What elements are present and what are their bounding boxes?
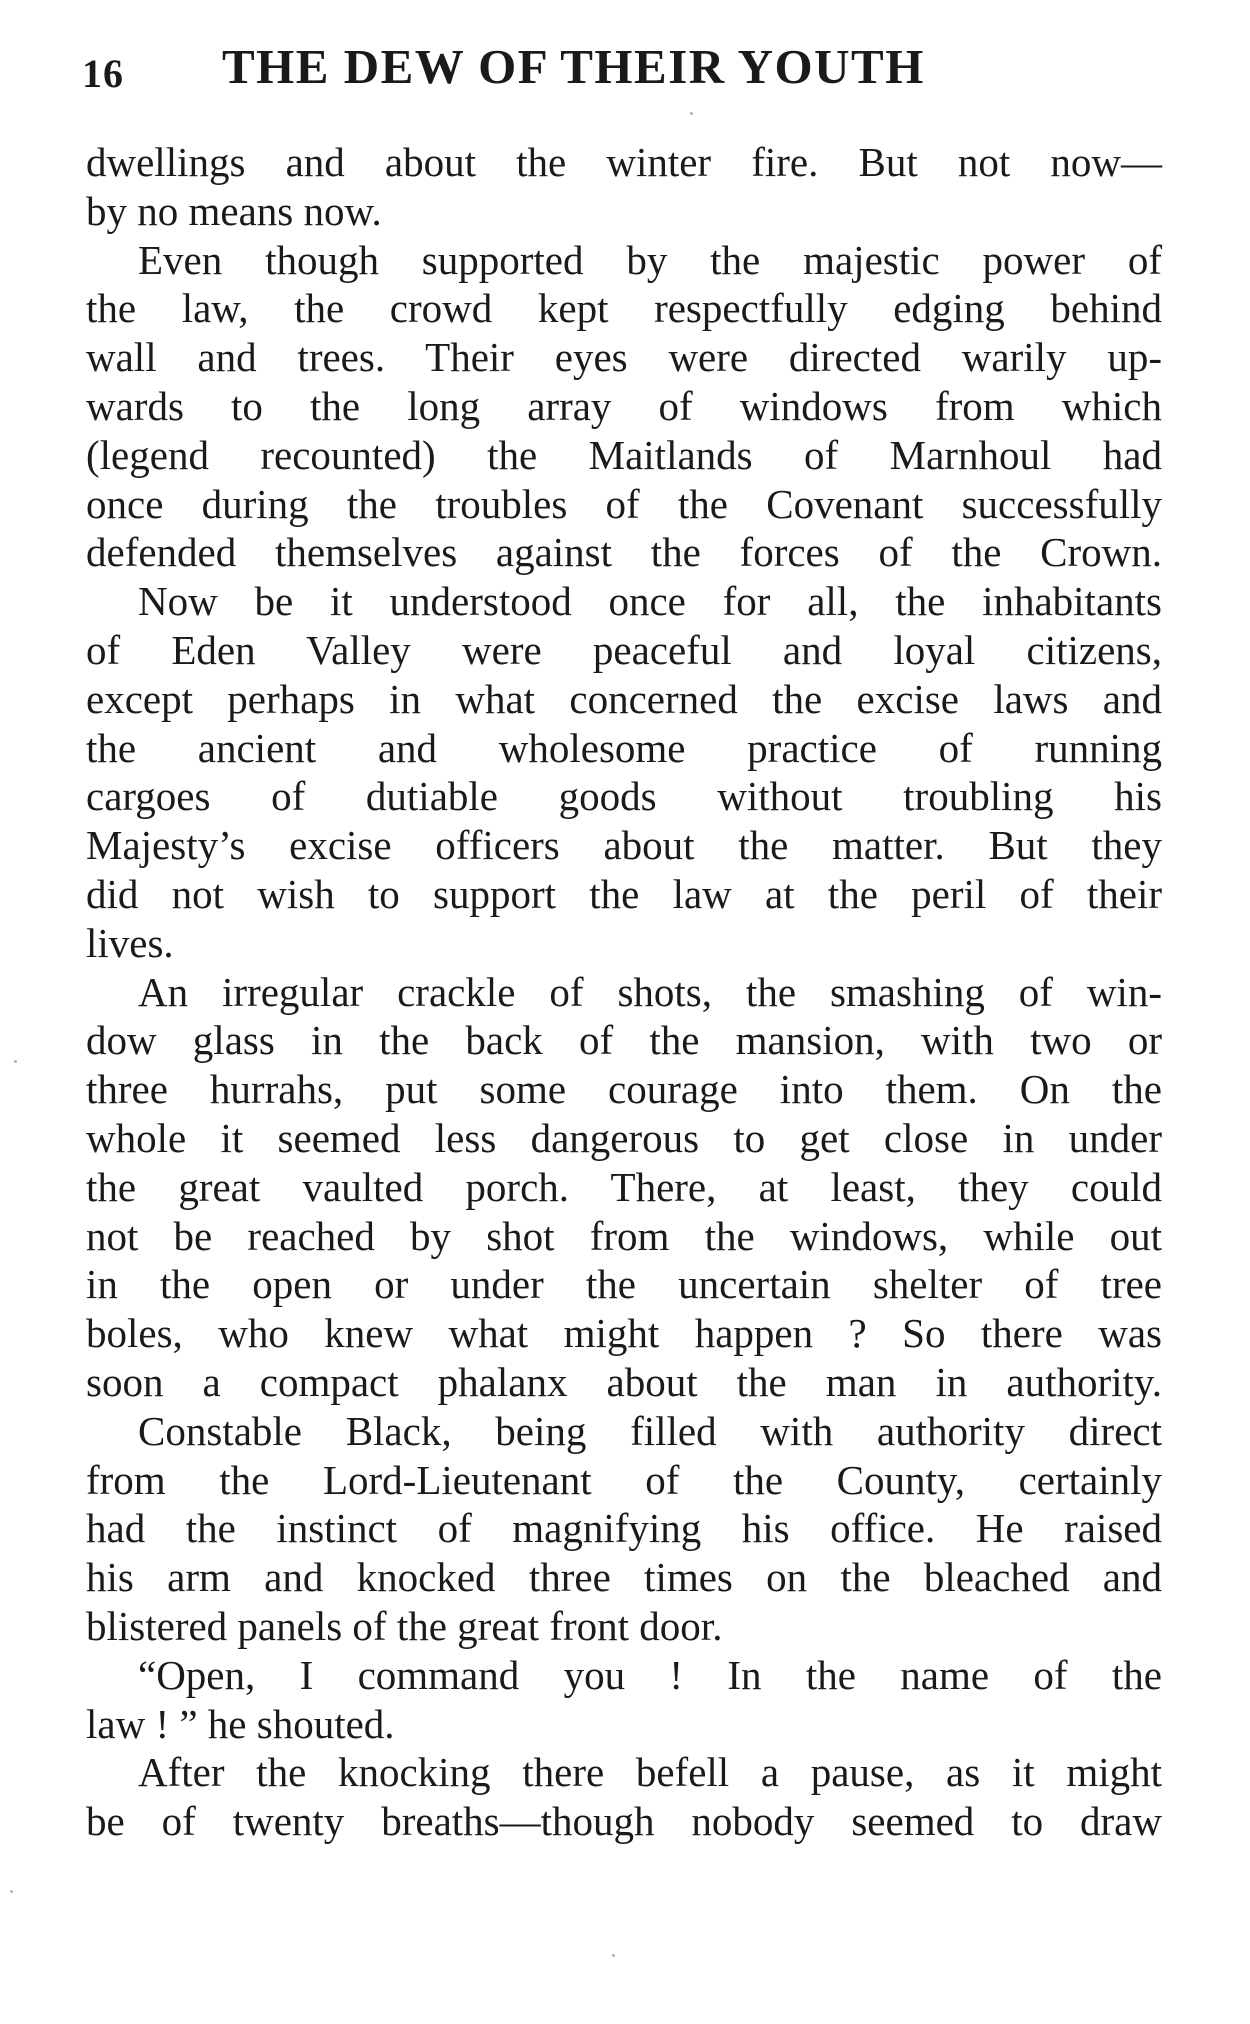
text-line: by no means now. <box>86 187 382 234</box>
paper-speck <box>690 112 693 115</box>
paper-speck <box>612 1954 615 1957</box>
text-line: cargoes of dutiable goods without troubling his <box>86 773 1162 820</box>
text-line: dow glass in the back of the mansion, with two or <box>86 1017 1162 1064</box>
text-line: his arm and knocked three times on the bleached and <box>86 1554 1162 1601</box>
text-line: once during the troubles of the Covenant successfully <box>86 480 1162 527</box>
paragraph-first-line: Constable Black, being filled with authority direct <box>138 1407 1162 1454</box>
text-line: except perhaps in what concerned the excise laws and <box>86 675 1162 722</box>
running-head <box>82 38 1162 98</box>
text-line: from the Lord-Lieutenant of the County, certainly <box>86 1456 1162 1503</box>
paragraph-first-line: “Open, I command you ! In the name of the <box>138 1651 1162 1698</box>
paragraph-first-line: An irregular crackle of shots, the smashing of win- <box>138 968 1162 1015</box>
text-line: the great vaulted porch. There, at least, they could <box>86 1163 1162 1210</box>
text-line: (legend recounted) the Maitlands of Marnhoul had <box>86 431 1162 478</box>
paragraph-first-line: After the knocking there befell a pause, as it might <box>138 1749 1162 1796</box>
text-line: wards to the long array of windows from which <box>86 382 1162 429</box>
text-line: the ancient and wholesome practice of running <box>86 724 1162 771</box>
body-text <box>86 138 1162 1846</box>
text-line: lives. <box>86 919 174 966</box>
paper-speck <box>10 1890 13 1893</box>
text-line: soon a compact phalanx about the man in authority. <box>86 1358 1162 1405</box>
text-line: law ! ” he shouted. <box>86 1700 395 1747</box>
running-title: THE DEW OF THEIR YOUTH <box>222 39 925 94</box>
text-line: blistered panels of the great front door. <box>86 1602 723 1649</box>
text-line: whole it seemed less dangerous to get close in under <box>86 1114 1162 1161</box>
paragraph-first-line: Now be it understood once for all, the inhabitants <box>138 578 1162 625</box>
text-line: had the instinct of magnifying his office. He raised <box>86 1505 1162 1552</box>
paragraph-first-line: Even though supported by the majestic power of <box>138 236 1162 283</box>
text-line: the law, the crowd kept respectfully edging behind <box>86 285 1162 332</box>
text-line: defended themselves against the forces of the Crown. <box>86 529 1162 576</box>
text-line: Majesty’s excise officers about the matter. But they <box>86 822 1162 869</box>
paper-speck <box>14 1060 17 1063</box>
text-line: be of twenty breaths—though nobody seemed to draw <box>86 1798 1162 1845</box>
text-line: in the open or under the uncertain shelter of tree <box>86 1261 1162 1308</box>
text-line: not be reached by shot from the windows, while out <box>86 1212 1162 1259</box>
text-line: of Eden Valley were peaceful and loyal citizens, <box>86 626 1162 673</box>
text-line: dwellings and about the winter fire. But not now— <box>86 139 1162 185</box>
text-line: did not wish to support the law at the peril of their <box>86 870 1162 917</box>
text-line: boles, who knew what might happen ? So there was <box>86 1310 1162 1357</box>
text-line: wall and trees. Their eyes were directed warily up- <box>86 334 1162 381</box>
text-line: three hurrahs, put some courage into them. On the <box>86 1066 1162 1113</box>
page-number: 16 <box>82 51 124 96</box>
